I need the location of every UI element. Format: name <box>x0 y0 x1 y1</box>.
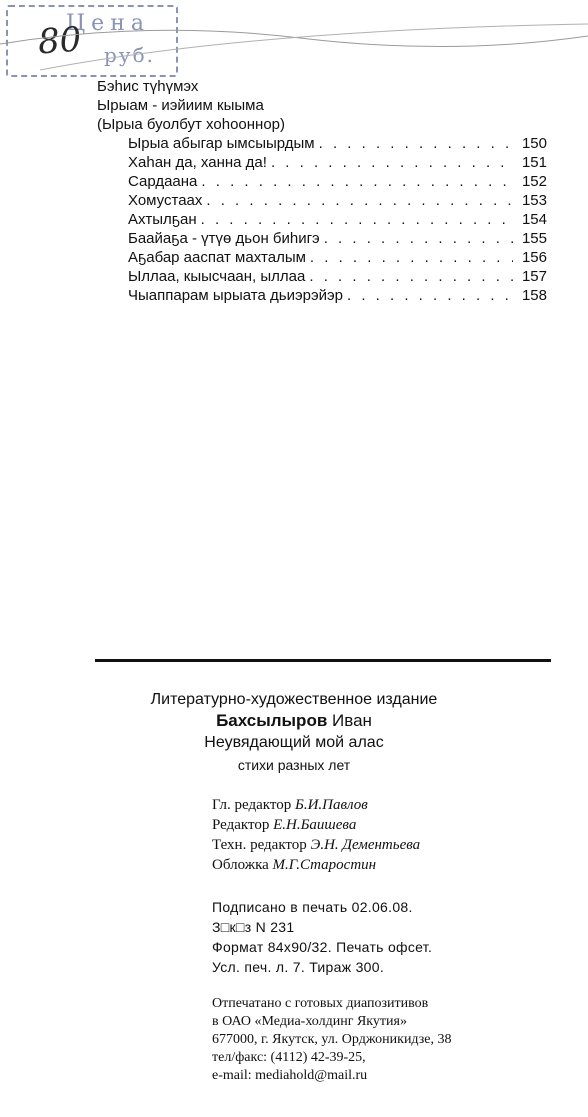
toc-entry-title: Ахтылҕан <box>128 211 197 228</box>
credit-name: Э.Н. Дементьева <box>310 837 421 853</box>
printer-address: 677000, г. Якутск, ул. Орджоникидзе, 38 <box>212 1032 452 1047</box>
toc-entry <box>128 286 547 305</box>
toc-entry-title: Аҕабар ааспат махталым <box>128 249 306 266</box>
toc-entry-title: Баайаҕа - үтүө дьон биhигэ <box>128 230 320 247</box>
print-format: Формат 84x90/32. Печать офсет. <box>212 939 433 955</box>
credit-line <box>212 855 420 875</box>
toc-entry <box>128 172 547 191</box>
divider-rule <box>95 659 551 662</box>
toc-entries <box>97 134 547 305</box>
credit-role: Обложка <box>212 857 269 873</box>
toc-leader <box>271 153 513 172</box>
toc-section-title: Бэhис түhүмэх <box>97 78 199 95</box>
print-specs <box>212 897 432 977</box>
toc-leader <box>201 172 513 191</box>
toc-leader <box>309 267 513 286</box>
signed-date: Подписано в печать 02.06.08. <box>212 899 413 915</box>
toc-entry-title: Ырыа абыгар ымсыырдым <box>128 135 315 152</box>
toc-entry-page: 153 <box>521 192 547 209</box>
author-name: Иван <box>332 711 372 730</box>
toc-entry <box>128 134 547 153</box>
author-line <box>0 710 588 732</box>
toc-entry-page: 157 <box>521 268 547 285</box>
toc-entry-page: 151 <box>521 154 547 171</box>
order-number: З□к□з N 231 <box>212 919 295 935</box>
printer-email: e-mail: mediahold@mail.ru <box>212 1068 368 1083</box>
toc-entry-page: 154 <box>521 211 547 228</box>
toc-entry-page: 150 <box>521 135 547 152</box>
toc-entry <box>128 267 547 286</box>
toc-entry <box>128 229 547 248</box>
toc-entry-title: Хомустаах <box>128 192 203 209</box>
imprint-block <box>0 690 588 776</box>
toc-leader <box>319 134 513 153</box>
printer-info <box>212 995 451 1085</box>
toc-entry <box>128 191 547 210</box>
credit-line <box>212 795 420 815</box>
print-run: Усл. печ. л. 7. Тираж 300. <box>212 959 385 975</box>
toc-entry-page: 152 <box>521 173 547 190</box>
credit-role: Техн. редактор <box>212 837 307 853</box>
credit-line <box>212 815 420 835</box>
stamp-word-rub: руб. <box>104 43 155 67</box>
toc-leader <box>206 191 513 210</box>
toc-entry-page: 158 <box>521 287 547 304</box>
author-surname: Бахсылыров <box>216 711 328 730</box>
toc-leader <box>310 248 513 267</box>
toc-cycle-subtitle: (Ырыа буолбут хоhооннор) <box>97 116 285 133</box>
toc-entry <box>128 210 547 229</box>
credit-name: М.Г.Старостин <box>272 857 377 873</box>
printer-line: в ОАО «Медиа-холдинг Якутия» <box>212 1014 407 1029</box>
toc-entry <box>128 153 547 172</box>
printer-phone: тел/факс: (4112) 42-39-25, <box>212 1050 366 1065</box>
printer-line: Отпечатано с готовых диапозитивов <box>212 996 429 1011</box>
toc-leader <box>201 210 513 229</box>
book-title: Неувядающий мой алас <box>204 734 384 751</box>
toc-entry-page: 155 <box>521 230 547 247</box>
toc-entry-title: Хаhан да, ханна да! <box>128 154 267 171</box>
credit-name: Е.Н.Баишева <box>273 817 357 833</box>
toc-cycle-title: Ырыам - иэйиим кыыма <box>97 97 264 114</box>
toc-entry-page: 156 <box>521 249 547 266</box>
table-of-contents <box>97 77 547 305</box>
credit-role: Редактор <box>212 817 270 833</box>
credits-block <box>212 795 420 875</box>
toc-entry <box>128 248 547 267</box>
pencil-curve <box>0 0 588 80</box>
toc-entry-title: Сардаана <box>128 173 198 190</box>
credit-name: Б.И.Павлов <box>294 797 368 813</box>
toc-entry-title: Чыаппарам ырыата дьиэрэйэр <box>128 287 343 304</box>
credit-line <box>212 835 420 855</box>
toc-entry-title: Ыллаа, кыысчаан, ыллаа <box>128 268 306 285</box>
handwritten-price: 80 <box>36 19 83 63</box>
book-subtitle: стихи разных лет <box>237 757 351 773</box>
toc-leader <box>324 229 513 248</box>
toc-leader <box>347 286 513 305</box>
stamp-word-price: Цена <box>66 11 150 36</box>
edition-genre: Литературно-художественное издание <box>150 691 438 708</box>
credit-role: Гл. редактор <box>212 797 292 813</box>
